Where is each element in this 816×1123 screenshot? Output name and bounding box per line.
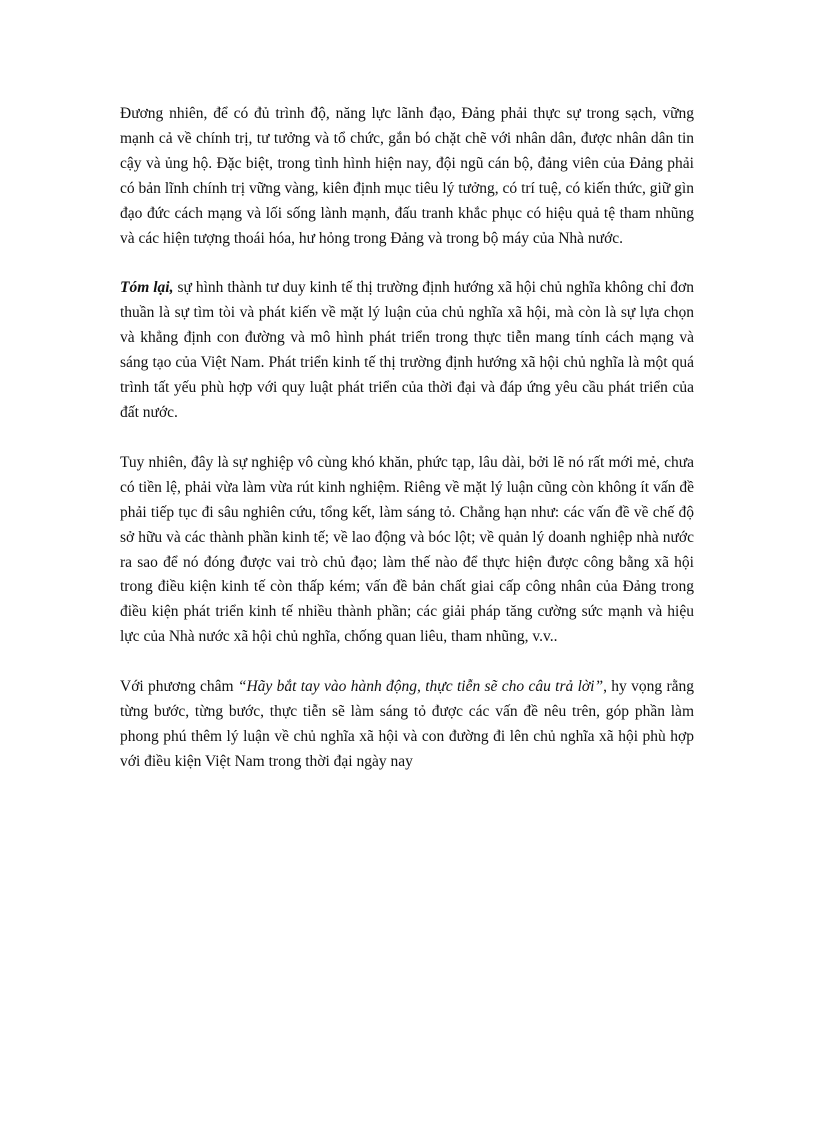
paragraph-lead: Tóm lại, — [120, 279, 174, 297]
paragraph-text: Tuy nhiên, đây là sự nghiệp vô cùng khó khăn, phức tạp, lâu dài, bởi lẽ nó rất mới mẻ, chưa có tiền lệ, phải vừa làm vừa rút kinh nghiệm. Riêng về mặt lý luận cũng còn không ít vấn đề phải tiếp tục đi sâu nghiên cứu, tổng kết, làm sáng tỏ. Chẳng hạn như: các vấn đề về chế độ sở hữu và các thành phần kinh tế; về lao động và bóc lột; về quản lý doanh nghiệp nhà nước ra sao để nó đóng được vai trò chủ đạo; làm thế nào để thực hiện được công bằng xã hội trong điều kiện kinh tế còn thấp kém; vấn đề bản chất giai cấp công nhân của Đảng trong điều kiện phát triển kinh tế nhiều thành phần; các giải pháp tăng cường sức mạnh và hiệu lực của Nhà nước xã hội chủ nghĩa, chống quan liêu, tham nhũng, v.v.. — [120, 453, 694, 646]
document-body — [120, 102, 694, 800]
paragraph-text-after: , hy vọng rằng từng bước, từng bước, thực tiễn sẽ làm sáng tỏ được các vấn đề nêu trên, góp phần làm phong phú thêm lý luận về chủ nghĩa xã hội và con đường đi lên chủ nghĩa xã hội phù hợp với điều kiện Việt Nam trong thời đại ngày nay — [120, 678, 694, 770]
paragraph-party-leadership — [120, 102, 694, 251]
paragraph-quote: “Hãy bắt tay vào hành động, thực tiễn sẽ cho câu trả lời” — [237, 678, 604, 696]
paragraph-challenges — [120, 451, 694, 650]
paragraph-text: Đương nhiên, để có đủ trình độ, năng lực lãnh đạo, Đảng phải thực sự trong sạch, vững mạnh cả về chính trị, tư tưởng và tổ chức, gắn bó chặt chẽ với nhân dân, được nhân dân tin cậy và ủng hộ. Đặc biệt, trong tình hình hiện nay, đội ngũ cán bộ, đảng viên của Đảng phải có bản lĩnh chính trị vững vàng, kiên định mục tiêu lý tưởng, có trí tuệ, có kiến thức, giữ gìn đạo đức cách mạng và lối sống lành mạnh, đấu tranh khắc phục có hiệu quả tệ tham nhũng và các hiện tượng thoái hóa, hư hỏng trong Đảng và trong bộ máy của Nhà nước. — [120, 105, 694, 247]
paragraph-summary — [120, 276, 694, 425]
paragraph-text: sự hình thành tư duy kinh tế thị trường định hướng xã hội chủ nghĩa không chỉ đơn thuần là sự tìm tòi và phát kiến về mặt lý luận của chủ nghĩa xã hội, mà còn là sự lựa chọn và khẳng định con đường và mô hình phát triển trong thực tiễn mang tính cách mạng và sáng tạo của Việt Nam. Phát triển kinh tế thị trường định hướng xã hội chủ nghĩa là một quá trình tất yếu phù hợp với quy luật phát triển của thời đại và đáp ứng yêu cầu phát triển của đất nước. — [120, 279, 694, 421]
paragraph-text-before: Với phương châm — [120, 678, 238, 696]
paragraph-conclusion — [120, 675, 694, 775]
